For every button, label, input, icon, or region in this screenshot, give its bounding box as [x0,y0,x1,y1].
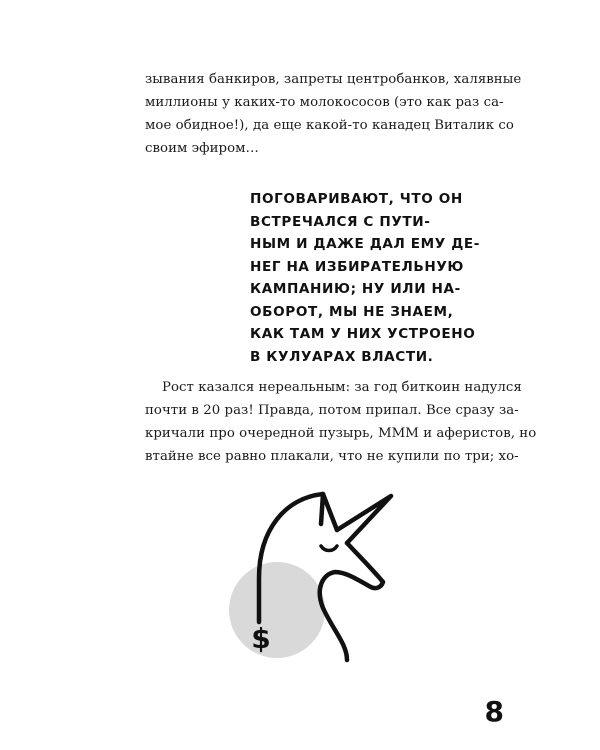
unicorn-dollar-icon [225,488,395,663]
unicorn-illustration [225,488,395,663]
text-line: Рост казался нереальным: за год биткоин надулся [162,380,522,395]
paragraph-continued [145,68,522,160]
horn [337,496,391,543]
eye [321,546,337,551]
paragraph [145,376,537,468]
gray-circle [229,562,325,658]
text-line: втайне все равно плакали, что не купили по три; хо- [145,449,519,464]
pull-quote [250,188,490,368]
face-and-chest [320,543,383,660]
quote-line: В КУЛУАРАХ ВЛАСТИ. [250,348,434,365]
text-line: мое обидное!), да еще какой-то канадец Виталик со [145,118,514,133]
quote-line: ОБОРОТ, МЫ НЕ ЗНАЕМ, [250,303,454,320]
text-line: своим эфиром… [145,141,259,156]
text-line: кричали про очередной пузырь, МММ и аферистов, но [145,426,537,441]
page-number: 8 [484,695,504,728]
text-line: зывания банкиров, запреты центробанков, халявные [145,72,522,87]
quote-line: ПОГОВАРИВАЮТ, ЧТО ОН [250,191,463,207]
quote-line: КАК ТАМ У НИХ УСТРОЕНО [250,326,476,342]
text-line: миллионы у каких-то молокососов (это как раз са- [145,95,504,110]
ear [321,494,337,530]
quote-line: НЫМ И ДАЖЕ ДАЛ ЕМУ ДЕ- [250,236,481,252]
quote-line: КАМПАНИЮ; НУ ИЛИ НА- [250,281,461,297]
dollar-sign: $ [251,622,271,655]
text-line: почти в 20 раз! Правда, потом припал. Все сразу за- [145,403,519,418]
quote-line: ВСТРЕЧАЛСЯ С ПУТИ- [250,213,431,230]
quote-line: НЕГ НА ИЗБИРАТЕЛЬНУЮ [250,258,464,275]
